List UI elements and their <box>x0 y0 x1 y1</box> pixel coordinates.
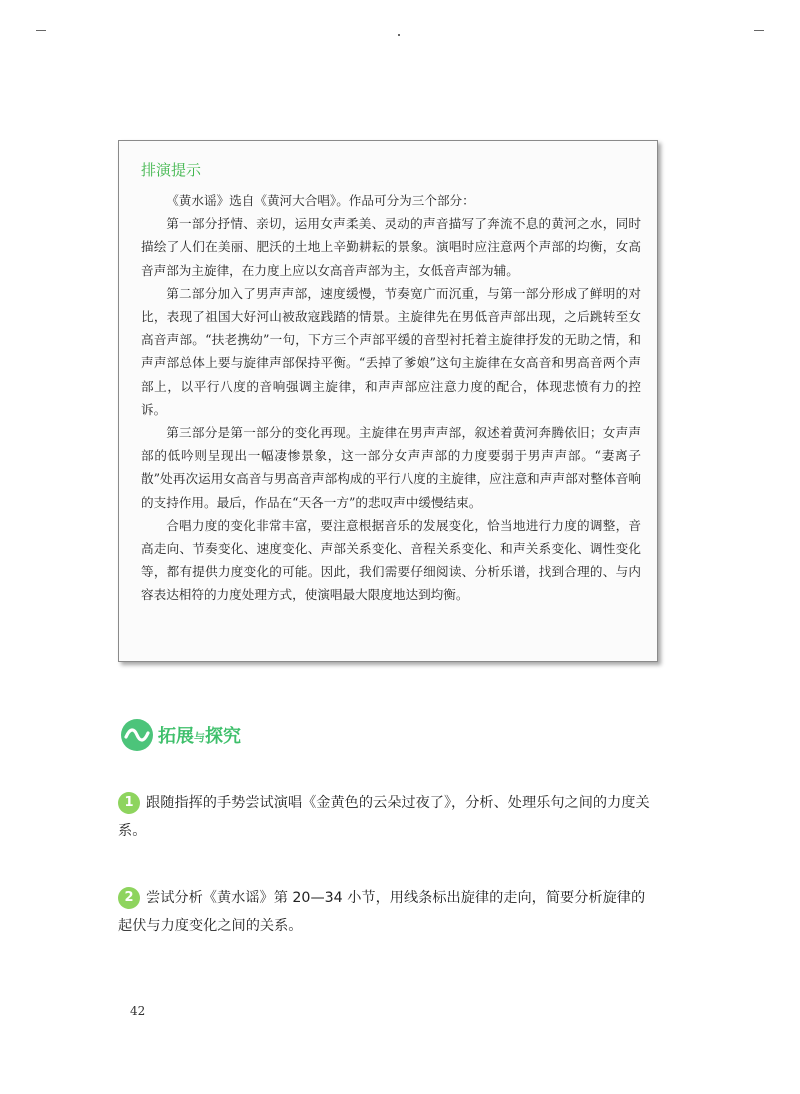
task-text: 尝试分析《黄水谣》第 20—34 小节，用线条标出旋律的走向，简要分析旋律的起伏与力度变化之间的关系。 <box>118 890 646 934</box>
rehearsal-tips-body <box>141 189 641 607</box>
page-number: 42 <box>130 1004 146 1018</box>
crop-mark-left <box>36 30 46 31</box>
crop-mark-right <box>754 30 764 31</box>
tips-paragraph: 第三部分是第一部分的变化再现。主旋律在男声声部，叙述着黄河奔腾依旧；女声声部的低吟则呈现出一幅凄惨景象，这一部分女声声部的力度要弱于男声声部。“妻离子散”处再次运用女高音与男高音声部构成的平行八度的主旋律，应注意和声声部对整体音响的支持作用。最后，作品在“天各一方”的悲叹声中缓慢结束。 <box>141 425 641 510</box>
section-title: 拓展与探究 <box>158 726 241 747</box>
tips-paragraph: 《黄水谣》选自《黄河大合唱》。作品可分为三个部分： <box>166 193 475 208</box>
tips-paragraph: 第一部分抒情、亲切，运用女声柔美、灵动的声音描写了奔流不息的黄河之水，同时描绘了人们在美丽、肥沃的土地上辛勤耕耘的景象。演唱时应注意两个声部的均衡，女高音声部为主旋律，在力度上应以女高音声部为主，女低音声部为辅。 <box>141 216 641 278</box>
task-number-badge: 1 <box>118 792 140 814</box>
section-header <box>120 718 241 752</box>
rehearsal-tips-box <box>118 140 658 662</box>
task-text: 跟随指挥的手势尝试演唱《金黄色的云朵过夜了》，分析、处理乐句之间的力度关系。 <box>118 795 650 839</box>
task-item <box>118 789 658 845</box>
task-number-badge: 2 <box>118 887 140 909</box>
rehearsal-tips-title: 排演提示 <box>141 161 202 179</box>
tips-paragraph: 第二部分加入了男声声部，速度缓慢，节奏宽广而沉重，与第一部分形成了鲜明的对比，表现了祖国大好河山被敌寇践踏的情景。主旋律先在男低音声部出现，之后跳转至女高音声部。“扶老携幼”一句，下方三个声部平缓的音型衬托着主旋律抒发的无助之情，和声声部总体上要与旋律声部保持平衡。“丢掉了爹娘”这句主旋律在女高音和男高音两个声部上，以平行八度的音响强调主旋律，和声声部应注意力度的配合，体现悲愤有力的控诉。 <box>141 285 641 417</box>
crop-mark-center <box>398 34 400 36</box>
tips-paragraph: 合唱力度的变化非常丰富，要注意根据音乐的发展变化，恰当地进行力度的调整，音高走向、节奏变化、速度变化、声部关系变化、音程关系变化、和声关系变化、调性变化等，都有提供力度变化的可能。因此，我们需要仔细阅读、分析乐谱，找到合理的、与内容表达相符的力度处理方式，使演唱最大限度地达到均衡。 <box>141 517 641 603</box>
task-item <box>118 884 658 940</box>
wave-circle-icon <box>120 718 154 752</box>
